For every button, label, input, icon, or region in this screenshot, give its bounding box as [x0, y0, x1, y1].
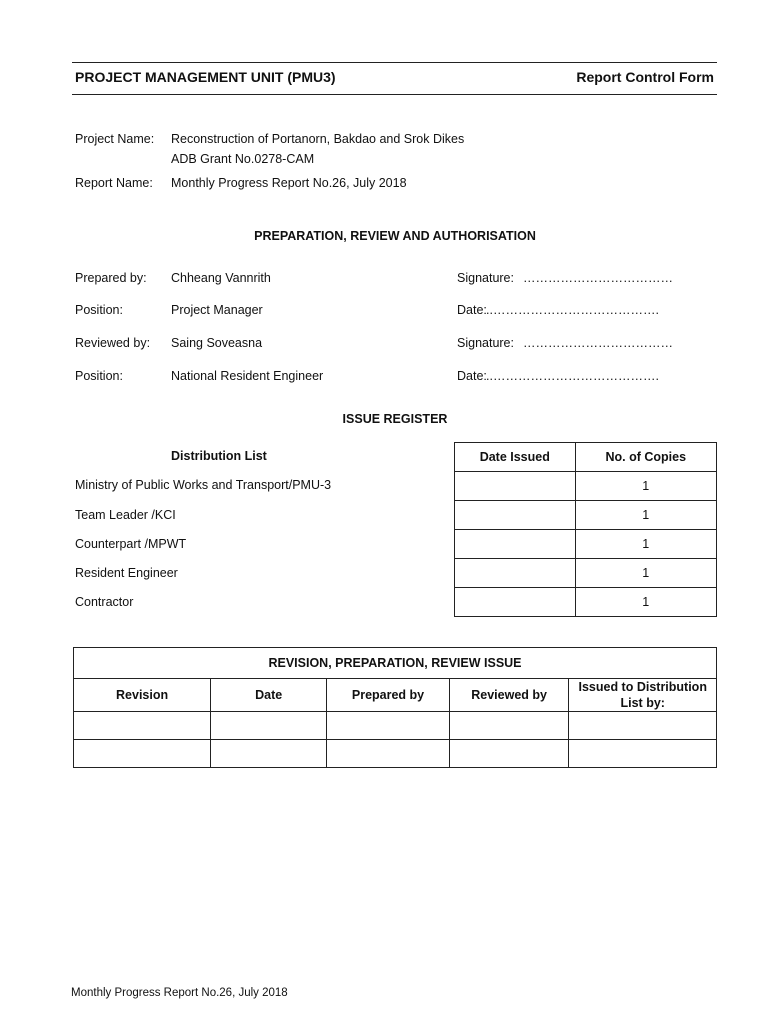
position-label: Position:	[75, 303, 123, 317]
issue-register-table	[454, 442, 717, 617]
table-cell	[449, 740, 569, 768]
table-row	[455, 501, 717, 530]
date-line: ..………………………………….	[486, 369, 659, 383]
date-line: ..………………………………….	[486, 303, 659, 317]
header-bottom-rule	[72, 94, 717, 95]
table-row	[455, 559, 717, 588]
revision-column-header: Revision	[74, 679, 211, 712]
copies-cell: 1	[575, 588, 716, 617]
prepared-by-label: Prepared by:	[75, 271, 147, 285]
date-issued-header: Date Issued	[455, 443, 576, 472]
issued-to-column-header: Issued to Distribution List by:	[569, 679, 717, 712]
report-name-value: Monthly Progress Report No.26, July 2018	[171, 176, 407, 190]
date-issued-cell	[455, 501, 576, 530]
position-value: National Resident Engineer	[171, 369, 324, 383]
copies-cell: 1	[575, 530, 716, 559]
table-header-row	[74, 679, 717, 712]
table-cell	[74, 740, 211, 768]
date-issued-cell	[455, 472, 576, 501]
distribution-list-header: Distribution List	[171, 449, 267, 463]
position-value: Project Manager	[171, 303, 263, 317]
recipient: Team Leader /KCI	[75, 508, 176, 522]
table-row	[455, 588, 717, 617]
table-cell	[449, 712, 569, 740]
revision-heading: REVISION, PREPARATION, REVIEW ISSUE	[74, 648, 717, 679]
table-cell	[569, 740, 717, 768]
table-row	[455, 472, 717, 501]
table-row	[74, 712, 717, 740]
copies-header: No. of Copies	[575, 443, 716, 472]
table-cell	[74, 712, 211, 740]
reviewed-by-value: Saing Soveasna	[171, 336, 263, 350]
table-row	[74, 740, 717, 768]
table-cell	[211, 740, 327, 768]
revision-table	[73, 647, 717, 768]
copies-cell: 1	[575, 501, 716, 530]
table-cell	[327, 740, 450, 768]
signature-line: ………………………………	[523, 336, 673, 350]
recipient: Ministry of Public Works and Transport/PMU-3	[75, 478, 332, 492]
report-name-label: Report Name:	[75, 176, 153, 190]
table-title-row	[74, 648, 717, 679]
issue-register-heading: ISSUE REGISTER	[342, 412, 448, 426]
date-issued-cell	[455, 530, 576, 559]
prepared-by-column-header: Prepared by	[327, 679, 450, 712]
preparation-heading: PREPARATION, REVIEW AND AUTHORISATION	[254, 229, 536, 243]
table-cell	[211, 712, 327, 740]
reviewed-by-label: Reviewed by:	[75, 336, 151, 350]
recipient: Contractor	[75, 595, 134, 609]
date-label: Date:	[457, 303, 487, 317]
table-header-row	[455, 443, 717, 472]
signature-line: ………………………………	[523, 271, 673, 285]
signature-label: Signature:	[457, 271, 514, 285]
table-cell	[327, 712, 450, 740]
date-issued-cell	[455, 559, 576, 588]
date-label: Date:	[457, 369, 487, 383]
recipient: Resident Engineer	[75, 566, 178, 580]
page-footer: Monthly Progress Report No.26, July 2018	[71, 987, 288, 999]
table-row	[455, 530, 717, 559]
reviewed-by-column-header: Reviewed by	[449, 679, 569, 712]
signature-label: Signature:	[457, 336, 514, 350]
recipient: Counterpart /MPWT	[75, 537, 187, 551]
header-top-rule	[72, 62, 717, 63]
table-cell	[569, 712, 717, 740]
unit-title: PROJECT MANAGEMENT UNIT (PMU3)	[75, 69, 336, 85]
form-name: Report Control Form	[576, 69, 714, 85]
date-issued-cell	[455, 588, 576, 617]
copies-cell: 1	[575, 472, 716, 501]
prepared-by-value: Chheang Vannrith	[171, 271, 271, 285]
copies-cell: 1	[575, 559, 716, 588]
date-column-header: Date	[211, 679, 327, 712]
position-label: Position:	[75, 369, 123, 383]
project-name-label: Project Name:	[75, 132, 155, 146]
grant-number: ADB Grant No.0278-CAM	[171, 152, 315, 166]
project-name-value: Reconstruction of Portanorn, Bakdao and Srok Dikes	[171, 132, 465, 146]
